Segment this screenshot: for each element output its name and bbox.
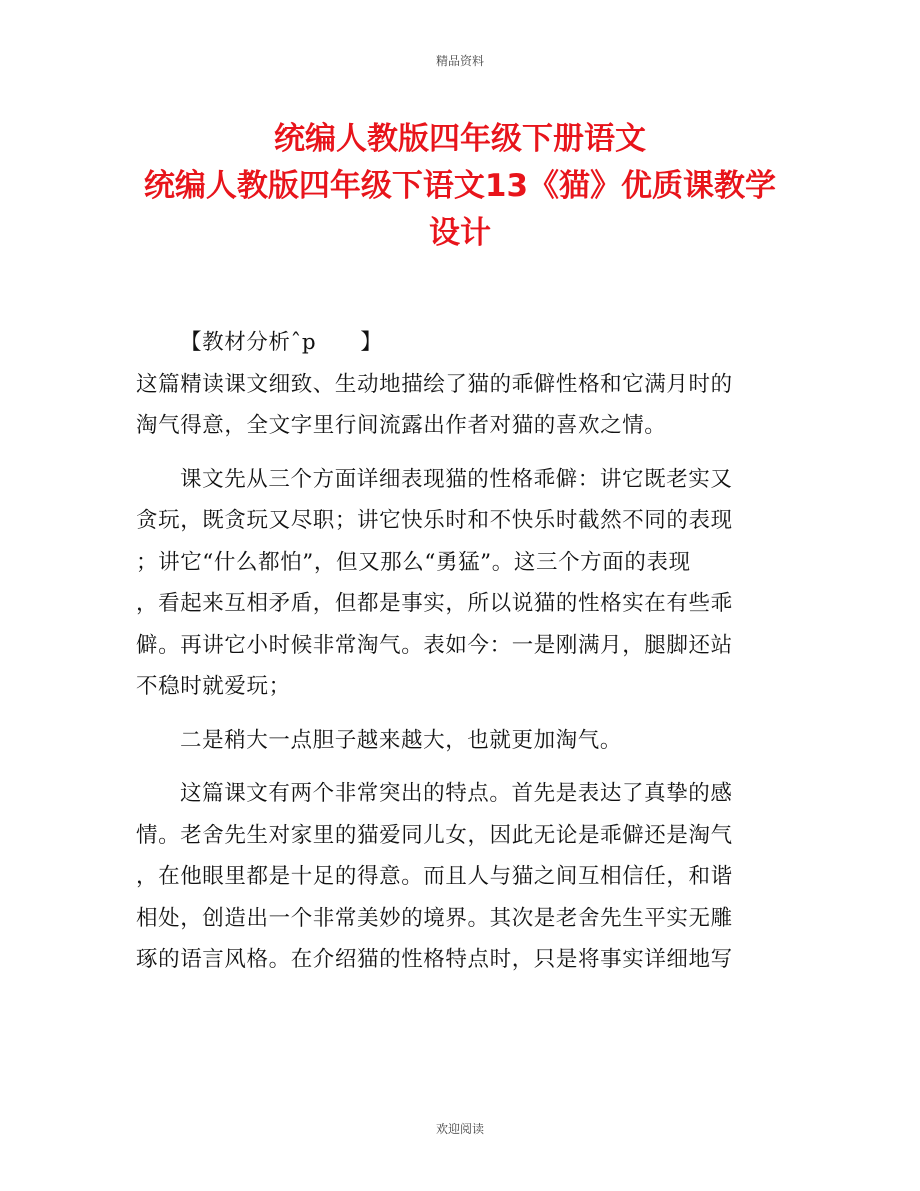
body-line: 僻。再讲它小时候非常淘气。表如今：一是刚满月，腿脚还站 bbox=[136, 632, 733, 658]
body-line: 不稳时就爱玩； bbox=[136, 674, 291, 699]
body-line: 课文先从三个方面详细表现猫的性格乖僻：讲它既老实又 bbox=[180, 466, 733, 492]
body-line: ，看起来互相矛盾，但都是事实，所以说猫的性格实在有些乖 bbox=[136, 591, 733, 616]
body-line: 这篇精读课文细致、生动地描绘了猫的乖僻性格和它满月时的 bbox=[136, 371, 733, 397]
document-body bbox=[136, 322, 786, 981]
body-line: 这篇课文有两个非常突出的特点。首先是表达了真挚的感 bbox=[180, 781, 733, 806]
document-title bbox=[110, 116, 810, 257]
body-line: ，在他眼里都是十足的得意。而且人与猫之间互相信任，和谐 bbox=[136, 864, 733, 889]
body-line: 情。老舍先生对家里的猫爱同儿女，因此无论是乖僻还是淘气 bbox=[136, 822, 733, 848]
title-line-1: 统编人教版四年级下册语文 bbox=[274, 121, 646, 157]
title-line-3: 设计 bbox=[429, 215, 491, 251]
page-header: 精品资料 bbox=[435, 54, 484, 68]
body-line: 淘气得意，全文字里行间流露出作者对猫的喜欢之情。 bbox=[136, 413, 667, 438]
body-line: 贪玩，既贪玩又尽职；讲它快乐时和不快乐时截然不同的表现 bbox=[136, 508, 733, 533]
body-line: 二是稍大一点胆子越来越大，也就更加淘气。 bbox=[180, 727, 623, 753]
section-heading: 【教材分析ˆp 】 bbox=[180, 330, 383, 355]
title-line-2: 统编人教版四年级下语文13《猫》优质课教学 bbox=[143, 168, 777, 204]
body-line: ；讲它“什么都怕”，但又那么“勇猛”。这三个方面的表现 bbox=[136, 549, 691, 575]
page-footer: 欢迎阅读 bbox=[435, 1122, 484, 1136]
body-line: 琢的语言风格。在介绍猫的性格特点时，只是将事实详细地写 bbox=[136, 947, 733, 972]
body-line: 相处，创造出一个非常美妙的境界。其次是老舍先生平实无雕 bbox=[136, 905, 733, 931]
